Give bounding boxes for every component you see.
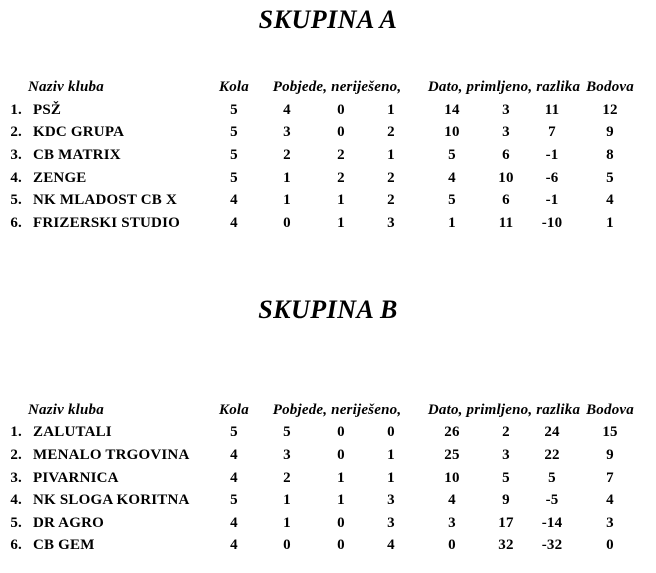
primljeno-cell: 5 — [502, 469, 510, 486]
rank-cell: 6. — [10, 214, 22, 231]
nerijeseno-cell: 0 — [337, 124, 345, 141]
pobjede-cell: 1 — [283, 514, 291, 531]
club-name-cell: NK SLOGA KORITNA — [33, 492, 190, 509]
razlika-cell: -32 — [541, 537, 563, 554]
primljeno-cell: 11 — [498, 214, 514, 231]
bodova-cell: 4 — [606, 192, 614, 209]
nerijeseno-cell: 0 — [337, 446, 345, 463]
bodova-cell: 9 — [606, 446, 614, 463]
dato-cell: 10 — [444, 469, 460, 486]
pobjede-cell: 1 — [283, 492, 291, 509]
porazi-cell: 3 — [387, 492, 395, 509]
rank-cell: 5. — [10, 514, 22, 531]
dato-cell: 5 — [448, 146, 456, 163]
rank-cell: 2. — [10, 124, 22, 141]
club-name-cell: PIVARNICA — [33, 469, 119, 486]
pobjede-cell: 0 — [283, 214, 291, 231]
dato-cell: 1 — [448, 214, 456, 231]
primljeno-cell: 3 — [502, 124, 510, 141]
porazi-cell: 2 — [387, 124, 395, 141]
col-header-kola: Kola — [219, 79, 249, 95]
bodova-cell: 12 — [602, 101, 618, 118]
porazi-cell: 2 — [387, 169, 395, 186]
dato-cell: 14 — [444, 101, 460, 118]
dato-cell: 26 — [444, 424, 460, 441]
bodova-cell: 5 — [606, 169, 614, 186]
nerijeseno-cell: 0 — [337, 101, 345, 118]
group-a-rows — [0, 99, 638, 235]
primljeno-cell: 2 — [502, 424, 510, 441]
razlika-cell: 11 — [544, 101, 560, 118]
group-b-table — [0, 399, 638, 558]
pobjede-cell: 5 — [283, 424, 291, 441]
kola-cell: 5 — [230, 169, 238, 186]
pobjede-cell: 4 — [283, 101, 291, 118]
kola-cell: 4 — [230, 446, 238, 463]
kola-cell: 5 — [230, 146, 238, 163]
bodova-cell: 9 — [606, 124, 614, 141]
group-b-section — [0, 290, 656, 558]
bodova-cell: 8 — [606, 146, 614, 163]
table-row — [0, 444, 638, 467]
nerijeseno-cell: 1 — [337, 192, 345, 209]
club-name-cell: DR AGRO — [33, 514, 104, 531]
nerijeseno-cell: 0 — [337, 424, 345, 441]
group-a-header-row — [0, 76, 638, 99]
razlika-cell: -14 — [541, 514, 563, 531]
rank-cell: 2. — [10, 446, 22, 463]
razlika-cell: -10 — [541, 214, 563, 231]
kola-cell: 4 — [230, 537, 238, 554]
table-row — [0, 99, 638, 122]
club-name-cell: CB MATRIX — [33, 146, 121, 163]
table-row — [0, 189, 638, 212]
primljeno-cell: 9 — [502, 492, 510, 509]
group-b-title: SKUPINA B — [258, 294, 398, 324]
club-name-cell: ZALUTALI — [33, 424, 112, 441]
group-a-title: SKUPINA A — [258, 5, 398, 34]
col-header-bodova: Bodova — [586, 79, 634, 95]
table-row — [0, 167, 638, 190]
kola-cell: 5 — [230, 424, 238, 441]
porazi-cell: 4 — [387, 537, 395, 554]
porazi-cell: 1 — [387, 146, 395, 163]
club-name-cell: PSŽ — [33, 101, 62, 118]
pobjede-cell: 3 — [283, 124, 291, 141]
club-name-cell: MENALO TRGOVINA — [33, 446, 190, 463]
table-row — [0, 212, 638, 235]
porazi-cell: 3 — [387, 514, 395, 531]
nerijeseno-cell: 0 — [337, 537, 345, 554]
primljeno-cell: 3 — [502, 446, 510, 463]
col-header-dato-primljeno-razlika: Dato, primljeno, razlika — [427, 401, 581, 418]
rank-cell: 4. — [10, 492, 22, 509]
table-row — [0, 144, 638, 167]
bodova-cell: 4 — [606, 492, 614, 509]
club-name-cell: ZENGE — [33, 169, 87, 186]
dato-cell: 0 — [448, 537, 456, 554]
nerijeseno-cell: 0 — [337, 514, 345, 531]
col-header-pobjede-nerijeseno: Pobjede, neriješeno, — [272, 79, 402, 95]
primljeno-cell: 10 — [498, 169, 514, 186]
table-row — [0, 122, 638, 145]
club-name-cell: FRIZERSKI STUDIO — [33, 214, 180, 231]
col-header-dato-primljeno-razlika: Dato, primljeno, razlika — [427, 79, 581, 95]
porazi-cell: 1 — [387, 101, 395, 118]
primljeno-cell: 3 — [502, 101, 510, 118]
group-b-rows — [0, 422, 638, 558]
rank-cell: 3. — [10, 469, 22, 486]
dato-cell: 25 — [444, 446, 460, 463]
kola-cell: 4 — [230, 192, 238, 209]
pobjede-cell: 0 — [283, 537, 291, 554]
porazi-cell: 0 — [387, 424, 395, 441]
rank-cell: 5. — [10, 192, 22, 209]
dato-cell: 3 — [448, 514, 456, 531]
kola-cell: 4 — [230, 469, 238, 486]
primljeno-cell: 17 — [498, 514, 514, 531]
rank-cell: 3. — [10, 146, 22, 163]
bodova-cell: 7 — [606, 469, 614, 486]
rank-cell: 4. — [10, 169, 22, 186]
kola-cell: 5 — [230, 492, 238, 509]
nerijeseno-cell: 2 — [337, 169, 345, 186]
dato-cell: 10 — [444, 124, 460, 141]
kola-cell: 4 — [230, 514, 238, 531]
pobjede-cell: 1 — [283, 192, 291, 209]
bodova-cell: 0 — [606, 537, 614, 554]
table-row — [0, 489, 638, 512]
bodova-cell: 3 — [606, 514, 614, 531]
pobjede-cell: 2 — [283, 469, 291, 486]
kola-cell: 5 — [230, 124, 238, 141]
col-header-kola: Kola — [219, 401, 249, 418]
razlika-cell: 24 — [544, 424, 560, 441]
group-b-header-row — [0, 399, 638, 422]
porazi-cell: 2 — [387, 192, 395, 209]
razlika-cell: -6 — [545, 169, 559, 186]
table-row — [0, 535, 638, 558]
rank-cell: 1. — [10, 101, 22, 118]
bodova-cell: 15 — [602, 424, 618, 441]
table-row — [0, 422, 638, 445]
dato-cell: 4 — [448, 169, 456, 186]
table-row — [0, 467, 638, 490]
pobjede-cell: 3 — [283, 446, 291, 463]
razlika-cell: -5 — [545, 492, 559, 509]
razlika-cell: -1 — [545, 146, 559, 163]
col-header-pobjede-nerijeseno: Pobjede, neriješeno, — [272, 401, 402, 418]
club-name-cell: KDC GRUPA — [33, 124, 125, 141]
col-header-bodova: Bodova — [586, 401, 634, 418]
rank-cell: 1. — [10, 424, 22, 441]
group-a-section — [0, 0, 656, 235]
nerijeseno-cell: 2 — [337, 146, 345, 163]
rank-cell: 6. — [10, 537, 22, 554]
dato-cell: 4 — [448, 492, 456, 509]
table-row — [0, 512, 638, 535]
col-header-naziv-kluba: Naziv kluba — [28, 401, 104, 418]
group-a-table — [0, 76, 638, 235]
porazi-cell: 3 — [387, 214, 395, 231]
pobjede-cell: 1 — [283, 169, 291, 186]
kola-cell: 4 — [230, 214, 238, 231]
nerijeseno-cell: 1 — [337, 492, 345, 509]
kola-cell: 5 — [230, 101, 238, 118]
porazi-cell: 1 — [387, 446, 395, 463]
razlika-cell: 5 — [548, 469, 556, 486]
pobjede-cell: 2 — [283, 146, 291, 163]
razlika-cell: 22 — [544, 446, 560, 463]
club-name-cell: NK MLADOST CB X — [33, 192, 177, 209]
dato-cell: 5 — [448, 192, 456, 209]
nerijeseno-cell: 1 — [337, 214, 345, 231]
razlika-cell: -1 — [545, 192, 559, 209]
primljeno-cell: 32 — [498, 537, 514, 554]
club-name-cell: CB GEM — [33, 537, 95, 554]
bodova-cell: 1 — [606, 214, 614, 231]
col-header-naziv-kluba: Naziv kluba — [28, 79, 104, 95]
primljeno-cell: 6 — [502, 146, 510, 163]
porazi-cell: 1 — [387, 469, 395, 486]
nerijeseno-cell: 1 — [337, 469, 345, 486]
primljeno-cell: 6 — [502, 192, 510, 209]
razlika-cell: 7 — [548, 124, 556, 141]
